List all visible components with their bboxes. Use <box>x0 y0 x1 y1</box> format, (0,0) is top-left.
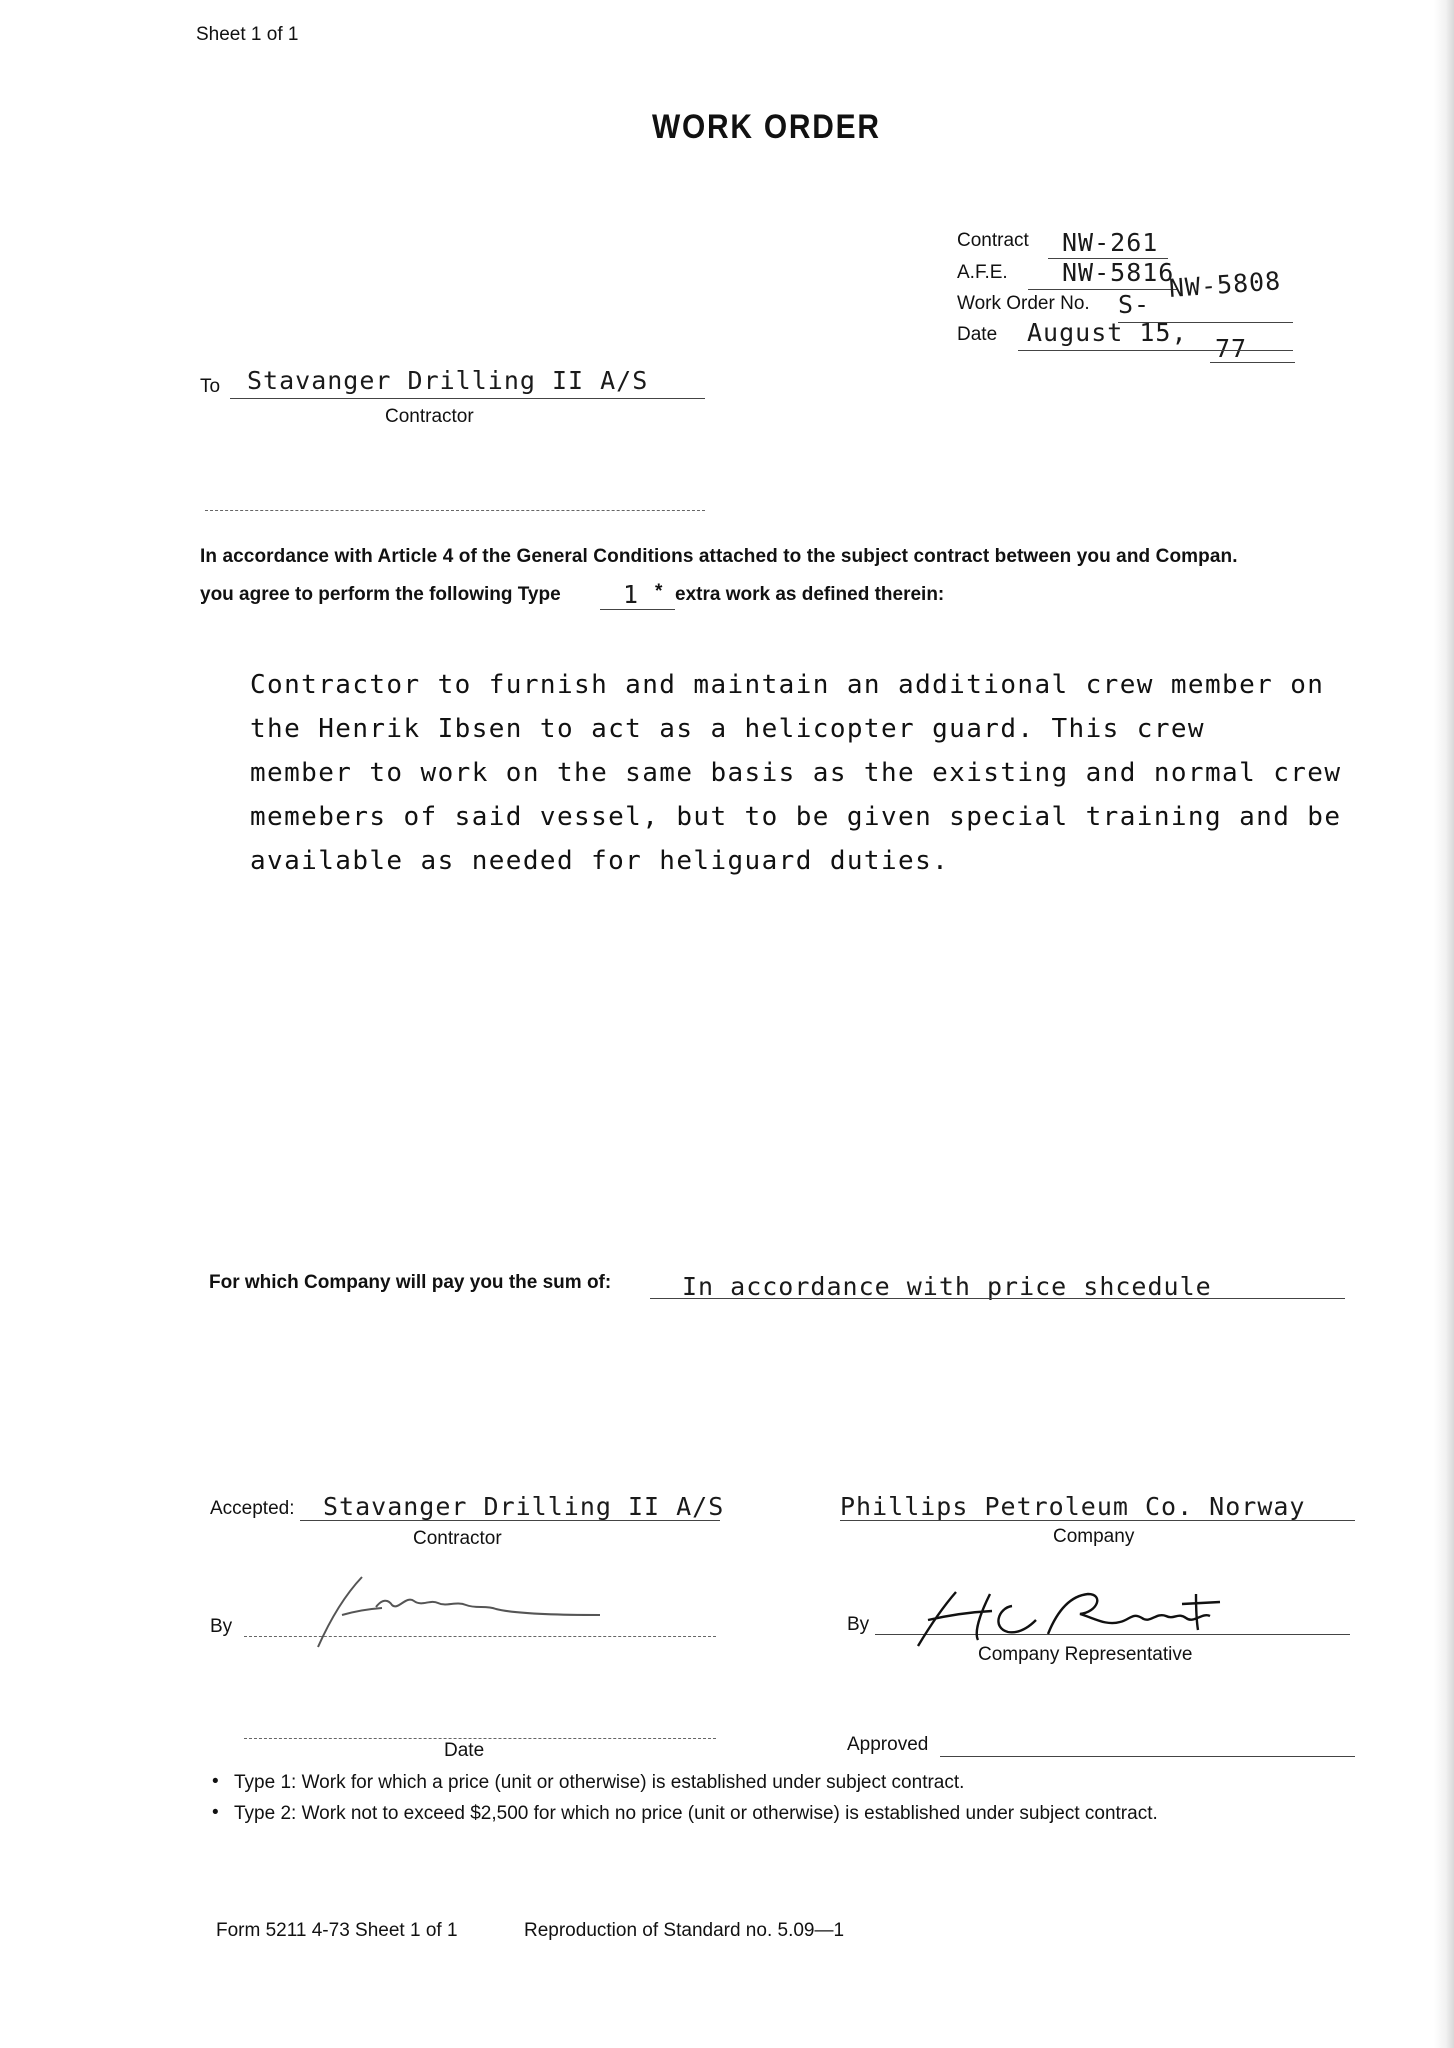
contract-label: Contract <box>957 230 1029 251</box>
paper-edge-shadow <box>1434 0 1454 2048</box>
date-value: August 15, <box>1027 318 1188 347</box>
date-label: Date <box>957 324 998 345</box>
company-by-label: By <box>847 1614 870 1635</box>
footnote-asterisk-2: • <box>212 1802 219 1823</box>
type-underline <box>600 609 675 610</box>
page-title: WORK ORDER <box>652 108 881 146</box>
company-name: Phillips Petroleum Co. Norway <box>840 1492 1306 1521</box>
address-line <box>205 510 705 511</box>
approved-label: Approved <box>847 1734 929 1755</box>
to-underline <box>230 398 705 399</box>
body-line-3: member to work on the same basis as the existing and normal crew <box>250 758 1342 788</box>
contractor-name: Stavanger Drilling II A/S <box>247 366 649 395</box>
body-line-5: available as needed for heliguard duties. <box>250 846 950 876</box>
type-asterisk: * <box>655 581 663 602</box>
footnote-asterisk-1: • <box>212 1771 219 1792</box>
work-order-value: NW-5808 <box>1167 266 1283 303</box>
date-signature-line <box>244 1738 716 1739</box>
accepted-contractor-caption: Contractor <box>413 1528 502 1549</box>
body-line-4: memebers of said vessel, but to be given special training and be <box>250 802 1342 832</box>
reproduction-standard: Reproduction of Standard no. 5.09—1 <box>524 1920 845 1941</box>
date-year: 77 <box>1215 334 1248 363</box>
afe-value: NW-5816 <box>1062 258 1175 287</box>
sheet-number: Sheet 1 of 1 <box>196 24 299 45</box>
company-rep-caption: Company Representative <box>978 1644 1193 1665</box>
work-order-label: Work Order No. <box>957 293 1090 314</box>
intro-line-2a: you agree to perform the following Type <box>200 584 561 605</box>
approved-line <box>940 1756 1355 1757</box>
form-number: Form 5211 4-73 Sheet 1 of 1 <box>216 1920 458 1941</box>
intro-line-1: In accordance with Article 4 of the General Conditions attached to the subject contract between you and Compan. <box>200 546 1238 567</box>
body-line-1: Contractor to furnish and maintain an additional crew member on <box>250 670 1325 700</box>
payment-underline <box>650 1298 1345 1299</box>
footnote-type-1: Type 1: Work for which a price (unit or otherwise) is established under subject contract. <box>234 1772 965 1793</box>
accepted-contractor-name: Stavanger Drilling II A/S <box>323 1492 725 1521</box>
contract-value: NW-261 <box>1062 228 1159 257</box>
type-value: 1 <box>623 580 640 609</box>
contractor-caption: Contractor <box>385 406 474 427</box>
payment-value: In accordance with price shcedule <box>682 1272 1212 1301</box>
body-line-2: the Henrik Ibsen to act as a helicopter guard. This crew <box>250 714 1205 744</box>
company-underline <box>840 1520 1355 1521</box>
payment-label: For which Company will pay you the sum of: <box>209 1272 612 1293</box>
company-signature <box>880 1582 1240 1652</box>
intro-line-2b: extra work as defined therein: <box>675 584 945 605</box>
contractor-signature <box>290 1565 610 1655</box>
footnote-type-2: Type 2: Work not to exceed $2,500 for which no price (unit or otherwise) is established under subject contract. <box>234 1803 1158 1824</box>
company-caption: Company <box>1053 1526 1135 1547</box>
date-underline <box>1018 350 1293 351</box>
date-year-underline <box>1210 362 1295 363</box>
contractor-by-label: By <box>210 1616 233 1637</box>
to-label: To <box>200 376 221 397</box>
afe-label: A.F.E. <box>957 262 1008 283</box>
work-order-prefix: S- <box>1118 290 1151 319</box>
date-caption: Date <box>444 1740 485 1761</box>
accepted-contractor-underline <box>300 1520 720 1521</box>
afe-underline <box>1028 289 1178 290</box>
accepted-label: Accepted: <box>210 1498 295 1519</box>
